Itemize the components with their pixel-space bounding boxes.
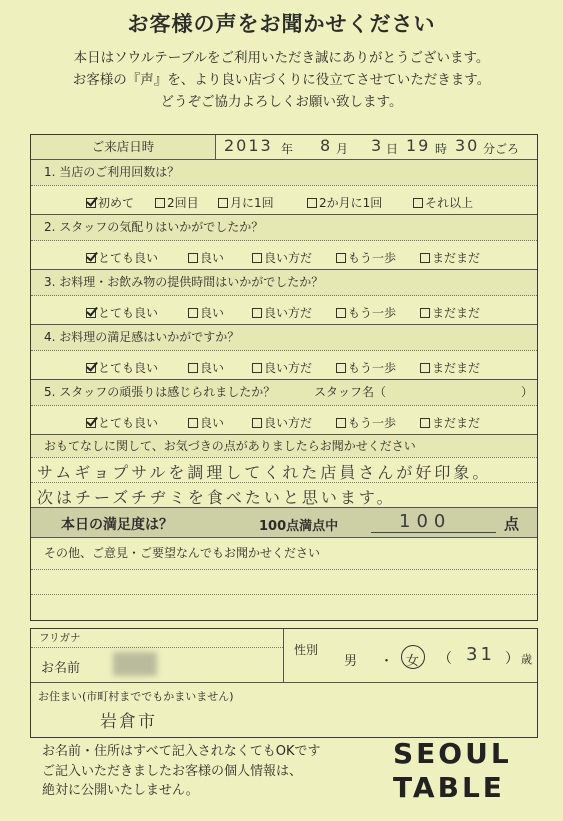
- score-unit: 点: [504, 515, 520, 533]
- question-4-options: [31, 351, 537, 380]
- option-label: まだまだ: [432, 361, 481, 375]
- handwritten-comment: 次はチーズチヂミを食べたいと思います。: [37, 488, 396, 507]
- month-unit: 月: [336, 142, 349, 156]
- logo-line: TABLE: [393, 771, 505, 804]
- address-row: [31, 684, 537, 736]
- option-label: 良い方だ: [264, 251, 313, 265]
- checkbox-icon: [420, 308, 430, 318]
- checkbox-icon: [336, 418, 346, 428]
- question-text: 1. 当店のご利用回数は？: [44, 165, 180, 179]
- option-label: 良い方だ: [264, 416, 313, 430]
- age-unit: 歳: [521, 653, 532, 666]
- name-label: お名前: [41, 661, 81, 676]
- privacy-note-line: 絶対に公開いたしません。: [42, 783, 199, 798]
- q5-option-5: [420, 414, 480, 431]
- q4-option-5: [420, 359, 480, 376]
- question-text: 3. お料理・お飲み物の提供時間はいかがでしたか？: [44, 275, 324, 289]
- option-label: 良い方だ: [264, 361, 313, 375]
- staff-name-close-paren: ）: [521, 385, 534, 399]
- privacy-note-line: お名前・住所はすべて記入されなくてもOKです: [42, 744, 321, 759]
- privacy-note: [42, 742, 321, 801]
- satisfaction-label: 本日の満足度は？: [61, 517, 173, 533]
- address-label: お住まい(市町村まででもかまいません): [38, 690, 234, 703]
- hospitality-line: [31, 458, 537, 483]
- checkbox-checked-icon: [86, 198, 96, 208]
- q1-option-4: [307, 194, 382, 211]
- satisfaction-score: 100: [399, 511, 452, 532]
- intro-text: [10, 47, 553, 113]
- q2-option-3: [252, 249, 312, 266]
- question-5: [31, 380, 537, 406]
- option-label: とても良い: [98, 251, 159, 265]
- question-3-options: [31, 296, 537, 325]
- question-4: [31, 325, 537, 351]
- option-label: もう一歩: [348, 306, 397, 320]
- option-label: まだまだ: [432, 251, 481, 265]
- privacy-note-line: ご記入いただきましたお客様の個人情報は、: [42, 763, 303, 779]
- option-label: もう一歩: [348, 361, 397, 375]
- checkbox-icon: [252, 363, 262, 373]
- survey-table: [30, 134, 538, 621]
- q4-option-1: [86, 359, 158, 376]
- name-cell: [31, 629, 284, 682]
- q4-option-3: [252, 359, 312, 376]
- gender-age-cell: [285, 629, 537, 682]
- q3-option-3: [252, 304, 312, 321]
- visit-hour: 19: [406, 136, 431, 155]
- other-comments-prompt: その他、ご意見・ご要望なんでもお聞かせください: [31, 538, 537, 570]
- visit-datetime-row: [31, 135, 537, 160]
- year-unit: 年: [281, 142, 294, 156]
- visit-minute: 30: [455, 136, 480, 155]
- q2-option-4: [336, 249, 396, 266]
- option-label: とても良い: [98, 416, 159, 430]
- checkbox-icon: [336, 253, 346, 263]
- q5-option-3: [252, 414, 312, 431]
- option-label: 2か月に1回: [319, 196, 383, 210]
- q3-option-4: [336, 304, 396, 321]
- day-unit: 日: [386, 142, 399, 156]
- customer-name-gender-row: [31, 629, 537, 683]
- q5-option-4: [336, 414, 396, 431]
- q3-option-5: [420, 304, 480, 321]
- question-1-options: [31, 186, 537, 215]
- option-label: 良い: [200, 416, 225, 430]
- handwritten-comment: サムギョプサルを調理してくれた店員さんが好印象。: [37, 463, 492, 482]
- q2-option-5: [420, 249, 480, 266]
- option-label: とても良い: [98, 361, 159, 375]
- gender-label: 性別: [294, 643, 319, 657]
- checkbox-icon: [420, 418, 430, 428]
- option-label: 初めて: [98, 196, 135, 210]
- address-value: 岩倉市: [100, 712, 157, 732]
- question-5-options: [31, 406, 537, 435]
- checkbox-icon: [188, 363, 198, 373]
- checkbox-checked-icon: [86, 418, 96, 428]
- gender-separator: ・: [380, 654, 394, 669]
- checkbox-icon: [188, 418, 198, 428]
- checkbox-icon: [413, 198, 423, 208]
- hospitality-line: [31, 483, 537, 508]
- checkbox-icon: [420, 363, 430, 373]
- q5-option-2: [188, 414, 224, 431]
- intro-line: どうぞご協力よろしくお願い致します。: [160, 94, 403, 110]
- question-1: [31, 160, 537, 186]
- score-underline: [371, 532, 496, 533]
- satisfaction-row: [31, 508, 537, 538]
- seoul-table-logo: [393, 737, 512, 805]
- question-text: 4. お料理の満足感はいかがですか？: [44, 330, 240, 344]
- checkbox-icon: [420, 253, 430, 263]
- customer-info-box: [30, 628, 538, 738]
- checkbox-icon: [336, 308, 346, 318]
- option-label: 良い方だ: [264, 306, 313, 320]
- q4-option-4: [336, 359, 396, 376]
- q5-option-1: [86, 414, 158, 431]
- other-comments-line: [31, 595, 537, 620]
- checkbox-icon: [188, 253, 198, 263]
- option-label: 2回目: [167, 196, 199, 210]
- checkbox-icon: [336, 363, 346, 373]
- age-value: 31: [466, 644, 495, 665]
- option-label: それ以上: [425, 196, 474, 210]
- hour-unit: 時: [435, 142, 448, 156]
- question-text: 5. スタッフの頑張りは感じられましたか？: [44, 385, 276, 399]
- question-2: [31, 215, 537, 241]
- gender-male: 男: [344, 654, 358, 669]
- checkbox-icon: [252, 418, 262, 428]
- intro-line: 本日はソウルテーブルをご利用いただき誠にありがとうございます。: [73, 50, 490, 66]
- visit-day: 3: [371, 136, 384, 155]
- name-redacted-block: [113, 652, 157, 676]
- option-label: もう一歩: [348, 251, 397, 265]
- hospitality-prompt: おもてなしに関して、お気づきの点がありましたらお聞かせください: [31, 435, 537, 458]
- question-text: 2. スタッフの気配りはいかがでしたか？: [44, 220, 264, 234]
- checkbox-icon: [218, 198, 228, 208]
- q4-option-2: [188, 359, 224, 376]
- option-label: 良い: [200, 251, 225, 265]
- q3-option-2: [188, 304, 224, 321]
- visit-year: 2013: [224, 136, 273, 155]
- checkbox-icon: [252, 253, 262, 263]
- q2-option-2: [188, 249, 224, 266]
- checkbox-icon: [307, 198, 317, 208]
- checkbox-icon: [155, 198, 165, 208]
- q1-option-5: [413, 194, 473, 211]
- intro-line: お客様の『声』を、より良い店づくりに役立てさせていただきます。: [72, 72, 491, 88]
- q1-option-2: [155, 194, 199, 211]
- age-open-paren: （: [438, 651, 452, 667]
- question-3: [31, 270, 537, 296]
- question-2-options: [31, 241, 537, 270]
- furigana-label: フリガナ: [31, 629, 283, 648]
- form-title: お客様の声をお聞かせください: [127, 12, 436, 36]
- option-label: 良い: [200, 306, 225, 320]
- gender-female: 女: [406, 650, 419, 669]
- q1-option-1: [86, 194, 134, 211]
- visit-datetime-label: ご来店日時: [31, 135, 216, 159]
- option-label: まだまだ: [432, 416, 481, 430]
- option-label: まだまだ: [432, 306, 481, 320]
- q3-option-1: [86, 304, 158, 321]
- minute-unit: 分ごろ: [483, 142, 520, 156]
- satisfaction-scale: 100点満点中: [259, 519, 339, 534]
- logo-line: SEOUL: [393, 737, 512, 770]
- q2-option-1: [86, 249, 158, 266]
- checkbox-checked-icon: [86, 308, 96, 318]
- checkbox-checked-icon: [86, 253, 96, 263]
- staff-name-label: スタッフ名（: [314, 385, 387, 399]
- checkbox-icon: [188, 308, 198, 318]
- visit-datetime-value: [216, 135, 537, 159]
- q1-option-3: [218, 194, 274, 211]
- checkbox-icon: [252, 308, 262, 318]
- age-close-paren: ）: [505, 651, 519, 667]
- option-label: とても良い: [98, 306, 159, 320]
- option-label: もう一歩: [348, 416, 397, 430]
- option-label: 月に1回: [230, 196, 274, 210]
- checkbox-checked-icon: [86, 363, 96, 373]
- option-label: 良い: [200, 361, 225, 375]
- other-comments-line: [31, 570, 537, 595]
- visit-month: 8: [320, 136, 333, 155]
